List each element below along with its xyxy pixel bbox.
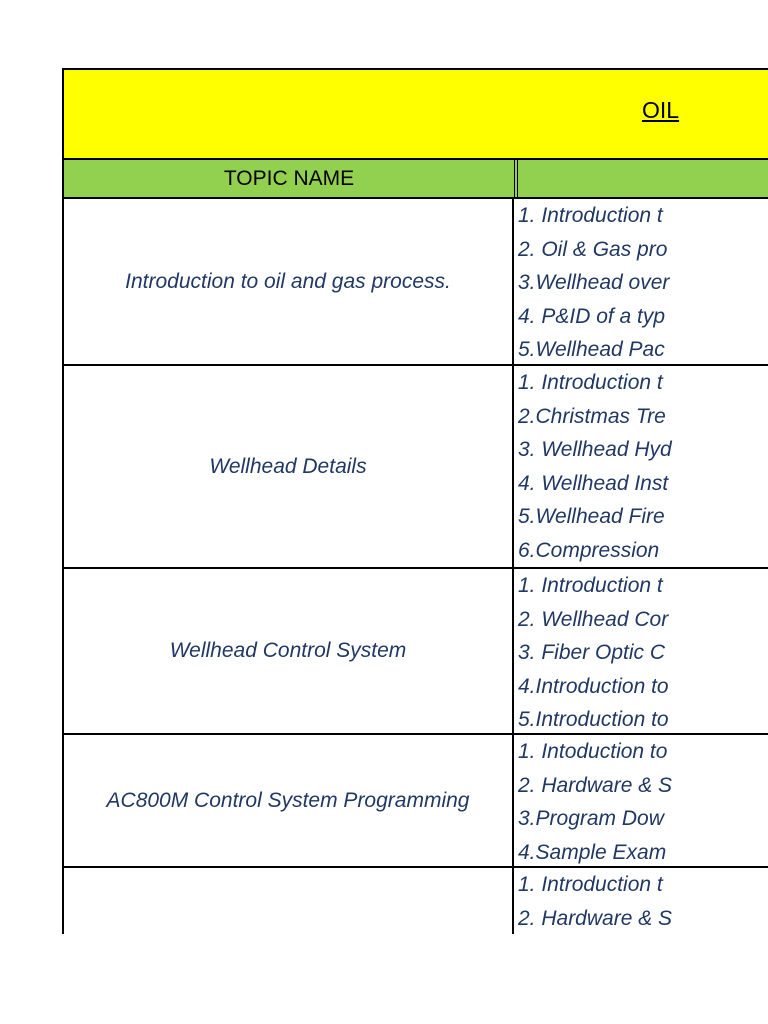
detail-line: 4.Introduction to bbox=[518, 674, 669, 698]
detail-cell[interactable] bbox=[516, 366, 692, 567]
topic-name-header: TOPIC NAME bbox=[223, 167, 355, 190]
detail-line: 5.Wellhead Pac bbox=[518, 338, 665, 361]
sheet-title: OIL bbox=[642, 97, 680, 123]
topic-cell[interactable] bbox=[64, 569, 514, 733]
topic-text: AC800M Control System Programming bbox=[106, 788, 470, 812]
detail-cell[interactable] bbox=[516, 569, 692, 733]
detail-line: 5.Introduction to bbox=[518, 708, 669, 731]
detail-cell[interactable] bbox=[516, 868, 692, 934]
topic-cell[interactable] bbox=[64, 199, 514, 364]
table-row bbox=[62, 366, 768, 569]
detail-line: 3.Wellhead over bbox=[518, 271, 670, 294]
table-row bbox=[62, 569, 768, 735]
title-bar bbox=[62, 68, 768, 158]
detail-line: 3. Fiber Optic C bbox=[518, 641, 666, 664]
detail-line: 2.Christmas Tre bbox=[518, 404, 666, 428]
detail-line: 1. Introduction t bbox=[518, 371, 663, 394]
topic-cell[interactable] bbox=[64, 366, 514, 567]
detail-line: 5.Wellhead Fire bbox=[518, 505, 665, 528]
spreadsheet bbox=[62, 68, 768, 934]
detail-line: 2. Wellhead Cor bbox=[518, 607, 669, 631]
detail-line: 1. Intoduction to bbox=[518, 740, 668, 763]
detail-line: 4. Wellhead Inst bbox=[518, 471, 669, 495]
topic-text: Introduction to oil and gas process. bbox=[125, 269, 451, 293]
table-row bbox=[62, 735, 768, 868]
table-row bbox=[62, 199, 768, 366]
detail-line: 3. Wellhead Hyd bbox=[518, 438, 672, 461]
header-divider bbox=[514, 160, 518, 197]
detail-cell[interactable] bbox=[516, 735, 692, 866]
detail-line: 2. Hardware & S bbox=[518, 773, 673, 797]
detail-line: 1. Introduction t bbox=[518, 873, 663, 896]
detail-line: 2. Hardware & S bbox=[518, 906, 673, 930]
topic-text: Wellhead Details bbox=[209, 454, 367, 478]
detail-line: 3.Program Dow bbox=[518, 807, 664, 830]
detail-line: 2. Oil & Gas pro bbox=[518, 237, 668, 261]
header-row bbox=[62, 158, 768, 199]
topic-text: Wellhead Control System bbox=[169, 639, 407, 662]
detail-cell[interactable] bbox=[516, 199, 692, 364]
detail-line: 1. Introduction t bbox=[518, 204, 663, 227]
detail-line: 4.Sample Exam bbox=[518, 840, 667, 864]
topic-cell[interactable] bbox=[64, 735, 514, 866]
detail-line: 4. P&ID of a typ bbox=[518, 304, 666, 328]
detail-line: 1. Introduction t bbox=[518, 574, 663, 597]
topic-cell[interactable] bbox=[64, 868, 514, 934]
detail-line: 6.Compression bbox=[518, 538, 660, 562]
table-row bbox=[62, 868, 768, 934]
